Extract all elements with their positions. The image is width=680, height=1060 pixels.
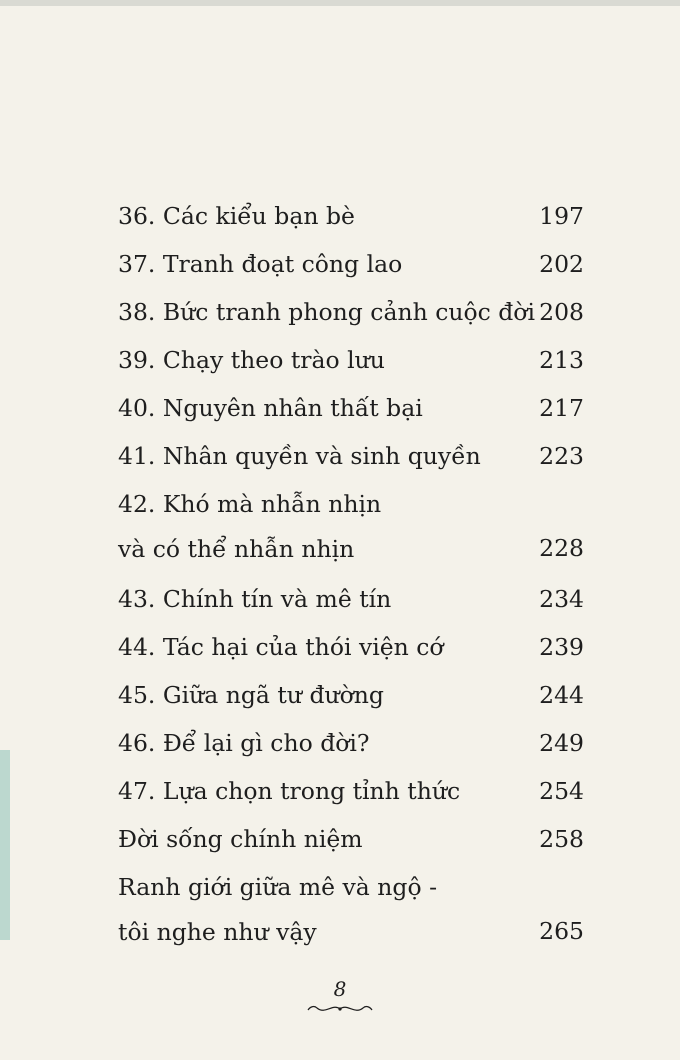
toc-entry[interactable] xyxy=(118,865,584,955)
toc-entry-page: 254 xyxy=(539,777,584,805)
toc-entry[interactable] xyxy=(118,815,584,863)
toc-entry-title: 41. Nhân quyền và sinh quyền xyxy=(118,442,481,470)
toc-entry[interactable] xyxy=(118,719,584,767)
toc-entry[interactable] xyxy=(118,192,584,240)
toc-entry-title: 46. Để lại gì cho đời? xyxy=(118,729,370,757)
toc-entry-page: 244 xyxy=(539,681,584,709)
toc-entry-title: 47. Lựa chọn trong tỉnh thức xyxy=(118,777,461,805)
toc-entry-page: 213 xyxy=(539,346,584,374)
toc-entry-title-line-2: và có thể nhẫn nhịn xyxy=(118,535,355,563)
toc-entry-title-line-1: Ranh giới giữa mê và ngộ - xyxy=(118,873,438,901)
flourish-ornament-icon xyxy=(305,1002,375,1016)
toc-entry[interactable] xyxy=(118,240,584,288)
toc-entry-title: 39. Chạy theo trào lưu xyxy=(118,346,385,374)
toc-entry-page: 223 xyxy=(539,442,584,470)
toc-entry[interactable] xyxy=(118,671,584,719)
toc-entry-title: 36. Các kiểu bạn bè xyxy=(118,202,355,230)
toc-entry[interactable] xyxy=(118,432,584,480)
toc-entry-page: 228 xyxy=(539,534,584,562)
toc-entry-title: 43. Chính tín và mê tín xyxy=(118,585,392,613)
page-top-edge xyxy=(0,0,680,6)
toc-entry[interactable] xyxy=(118,767,584,815)
toc-entry-title xyxy=(118,482,584,572)
toc-entry-title: 37. Tranh đoạt công lao xyxy=(118,250,403,278)
toc-entry-page: 202 xyxy=(539,250,584,278)
toc-entry-title xyxy=(118,865,584,955)
table-of-contents xyxy=(118,192,584,958)
toc-entry-title: 45. Giữa ngã tư đường xyxy=(118,681,384,709)
toc-entry-page: 239 xyxy=(539,633,584,661)
toc-entry-page: 234 xyxy=(539,585,584,613)
toc-entry-page: 258 xyxy=(539,825,584,853)
toc-entry[interactable] xyxy=(118,623,584,671)
toc-entry-title: Đời sống chính niệm xyxy=(118,825,363,853)
toc-entry-page: 208 xyxy=(539,298,584,326)
toc-entry-title: 40. Nguyên nhân thất bại xyxy=(118,394,423,422)
toc-entry-page: 197 xyxy=(539,202,584,230)
page-footer xyxy=(0,978,680,1016)
toc-entry[interactable] xyxy=(118,336,584,384)
toc-entry-page: 249 xyxy=(539,729,584,757)
toc-entry-title: 38. Bức tranh phong cảnh cuộc đời xyxy=(118,298,535,326)
cover-edge-tint xyxy=(0,750,10,940)
toc-entry[interactable] xyxy=(118,288,584,336)
toc-entry-page: 217 xyxy=(539,394,584,422)
toc-entry[interactable] xyxy=(118,384,584,432)
toc-entry-title: 44. Tác hại của thói viện cớ xyxy=(118,633,444,661)
toc-entry[interactable] xyxy=(118,575,584,623)
toc-entry[interactable] xyxy=(118,482,584,572)
toc-entry-page: 265 xyxy=(539,917,584,945)
page-number: 8 xyxy=(333,977,347,1001)
toc-entry-title-line-1: 42. Khó mà nhẫn nhịn xyxy=(118,490,382,518)
toc-entry-title-line-2: tôi nghe như vậy xyxy=(118,918,317,946)
